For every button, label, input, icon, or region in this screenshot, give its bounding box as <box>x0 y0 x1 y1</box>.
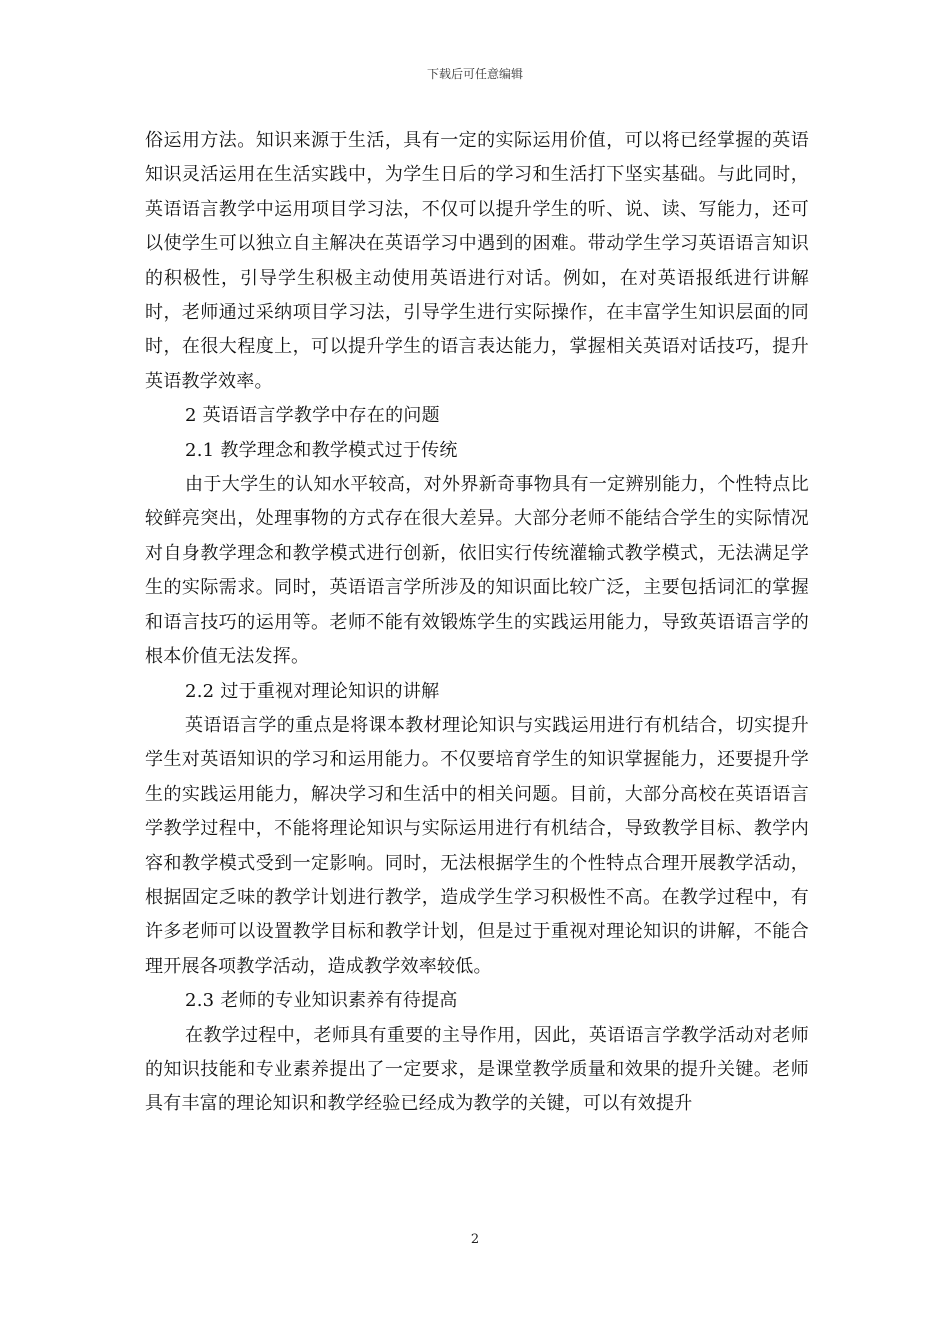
subsection-heading-2-2: 2.2 过于重视对理论知识的讲解 <box>185 680 440 702</box>
document-body <box>145 124 809 1122</box>
page-number: 2 <box>470 1232 480 1247</box>
subsection-heading-2-1: 2.1 教学理念和教学模式过于传统 <box>185 439 458 461</box>
section-heading-2: 2 英语语言学教学中存在的问题 <box>185 405 440 427</box>
paragraph-2-2: 英语语言学的重点是将课本教材理论知识与实践运用进行有机结合，切实提升学生对英语知识的学习和运用能力。不仅要培育学生的知识掌握能力，还要提升学生的实践运用能力，解决学习和生活中的相关问题。目前，大部分高校在英语语言学教学过程中，不能将理论知识与实际运用进行有机结合，导致教学目标、教学内容和教学模式受到一定影响。同时，无法根据学生的个性特点合理开展教学活动，根据固定乏味的教学计划进行教学，造成学生学习积极性不高。在教学过程中，有许多老师可以设置教学目标和教学计划，但是过于重视对理论知识的讲解，不能合理开展各项教学活动，造成教学效率较低。 <box>145 714 809 977</box>
paragraph-2-1: 由于大学生的认知水平较高，对外界新奇事物具有一定辨别能力，个性特点比较鲜亮突出，处理事物的方式存在很大差异。大部分老师不能结合学生的实际情况对自身教学理念和教学模式进行创新，依旧实行传统灌输式教学模式，无法满足学生的实际需求。同时，英语语言学所涉及的知识面比较广泛，主要包括词汇的掌握和语言技巧的运用等。老师不能有效锻炼学生的实践运用能力，导致英语语言学的根本价值无法发挥。 <box>145 474 809 668</box>
paragraph-continuation: 俗运用方法。知识来源于生活，具有一定的实际运用价值，可以将已经掌握的英语知识灵活运用在生活实践中，为学生日后的学习和生活打下坚实基础。与此同时，英语语言教学中运用项目学习法，不仅可以提升学生的听、说、读、写能力，还可以使学生可以独立自主解决在英语学习中遇到的困难。带动学生学习英语语言知识的积极性，引导学生积极主动使用英语进行对话。例如，在对英语报纸进行讲解时，老师通过采纳项目学习法，引导学生进行实际操作，在丰富学生知识层面的同时，在很大程度上，可以提升学生的语言表达能力，掌握相关英语对话技巧，提升英语教学效率。 <box>145 130 809 392</box>
page-header: 下载后可任意编辑 <box>426 67 523 81</box>
paragraph-2-3: 在教学过程中，老师具有重要的主导作用，因此，英语语言学教学活动对老师的知识技能和专业素养提出了一定要求，是课堂教学质量和效果的提升关键。老师具有丰富的理论知识和教学经验已经成为教学的关键，可以有效提升 <box>145 1024 809 1115</box>
subsection-heading-2-3: 2.3 老师的专业知识素养有待提高 <box>185 990 458 1012</box>
